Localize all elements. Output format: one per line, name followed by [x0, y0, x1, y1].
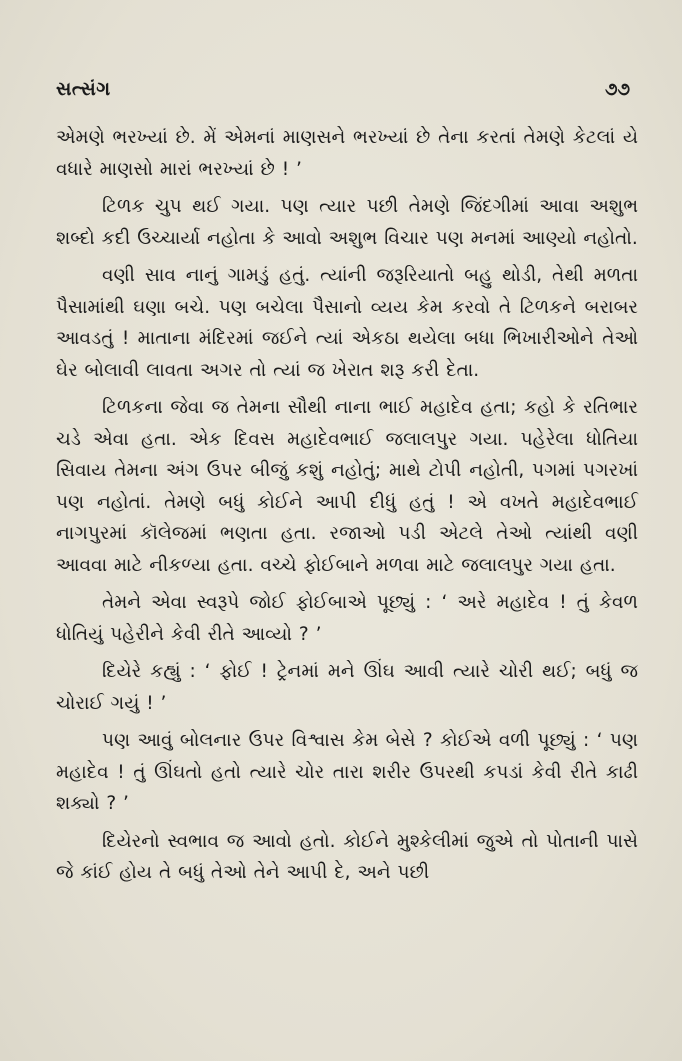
paragraph-4: ટિળકના જેવા જ તેમના સૌથી નાના ભાઈ મહાદેવ હતા; કહો કે રતિભાર ચડે એવા હતા. એક દિવસ મહાદેવભાઈ જલાલપુર ગયા. પહેરેલા ધોતિયા સિવાય તેમના અંગ ઉપર બીજું કશું નહોતું; માથે ટોપી નહોતી, પગમાં પગરખાં પણ નહોતાં. તેમણે બધું કોઈને આપી દીધું હતું ! એ વખતે મહાદેવભાઈ નાગપુરમાં કૉલેજમાં ભણતા હતા. રજાઓ પડી એટલે તેઓ ત્યાંથી વણી આવવા માટે નીકળ્યા હતા. વચ્ચે ફોઈબાને મળવા માટે જલાલપુર ગયા હતા.	[56, 397, 638, 576]
paragraph-2: ટિળક ચુપ થઈ ગયા. પણ ત્યાર પછી તેમણે જિંદગીમાં આવા અશુભ શબ્દો કદી ઉચ્ચાર્યા નહોતા કે આવો અશુભ વિચાર પણ મનમાં આણ્યો નહોતો.	[56, 196, 638, 249]
paragraph-8: દિયેરનો સ્વભાવ જ આવો હતો. કોઈને મુશ્કેલીમાં જુએ તો પોતાની પાસે જે કાંઈ હોય તે બધું તેઓ તેને આપી દે, અને પછી	[56, 830, 638, 883]
paragraph-7: પણ આવું બોલનાર ઉપર વિશ્વાસ કેમ બેસે ? કોઈએ વળી પૂછ્યું : ‘ પણ મહાદેવ ! તું ઊંઘતો હતો ત્યારે ચોર તારા શરીર ઉપરથી કપડાં કેવી રીતે કાઢી શક્યો ? ’	[56, 730, 638, 814]
paragraph-6: દિયેરે કહ્યું : ‘ ફોઈ ! ટ્રેનમાં મને ઊંઘ આવી ત્યારે ચોરી થઈ; બધું જ ચોરાઈ ગયું ! ’	[56, 661, 638, 714]
page-number: ૭૭	[604, 79, 630, 100]
running-head	[56, 78, 638, 108]
running-head-title: સત્સંગ	[56, 78, 111, 100]
paragraph-5: તેમને એવા સ્વરૂપે જોઈ ફોઈબાએ પૂછ્યું : ‘ અરે મહાદેવ ! તું કેવળ ધોતિયું પહેરીને કેવી રીતે આવ્યો ? ’	[56, 592, 638, 645]
paragraph-3: વણી સાવ નાનું ગામડું હતું. ત્યાંની જરૂરિયાતો બહુ થોડી, તેથી મળતા પૈસામાંથી ઘણા બચે. પણ બચેલા પૈસાનો વ્યય કેમ કરવો તે ટિળકને બરાબર આવડતું ! માતાના મંદિરમાં જઈને ત્યાં એકઠા થયેલા બધા ભિખારીઓને તેઓ ઘેર બોલાવી લાવતા અગર તો ત્યાં જ ખેરાત શરૂ કરી દેતા.	[56, 265, 638, 381]
paragraph-1: એમણે ભરખ્યાં છે. મેં એમનાં માણસને ભરખ્યાં છે તેના કરતાં તેમણે કેટલાં યે વધારે માણસો મારાં ભરખ્યાં છે ! ’	[56, 127, 638, 180]
body-text	[56, 122, 638, 889]
